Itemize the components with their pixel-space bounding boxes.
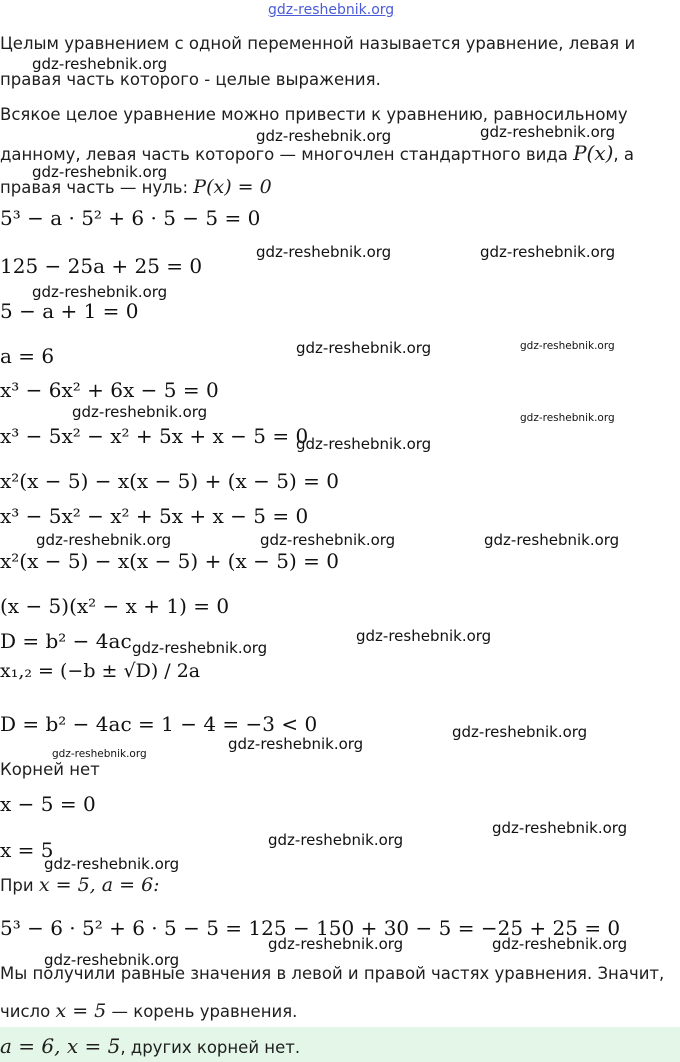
watermark: gdz-reshebnik.org [32, 163, 168, 181]
watermark: gdz-reshebnik.org [256, 127, 392, 145]
conclusion-text-b: — корень уравнения. [111, 1002, 298, 1021]
watermark: gdz-reshebnik.org [260, 531, 396, 549]
answer-values: a = 6, x = 5 [0, 1034, 121, 1058]
watermark: gdz-reshebnik.org [256, 243, 392, 261]
watermark: gdz-reshebnik.org [132, 639, 268, 657]
conclusion-text-a: число [0, 1002, 51, 1021]
step-16: x = 5 [0, 838, 54, 862]
no-roots-text: Корней нет [0, 760, 100, 779]
watermark: gdz-reshebnik.org [452, 723, 588, 741]
step-7: x²(x − 5) − x(x − 5) + (x − 5) = 0 [0, 469, 339, 493]
watermark: gdz-reshebnik.org [480, 243, 616, 261]
watermark: gdz-reshebnik.org [32, 55, 168, 73]
watermark: gdz-reshebnik.org [356, 627, 492, 645]
definition-line-2: правая часть которого - целые выражения. [0, 70, 381, 89]
watermark: gdz-reshebnik.org [296, 435, 432, 453]
definition-line-5-text: правая часть — нуль: [0, 178, 189, 197]
conclusion-line-1: Мы получили равные значения в левой и правой частях уравнения. Значит, [0, 964, 665, 983]
check-values: x = 5, a = 6: [38, 874, 160, 896]
definition-line-4 [0, 141, 634, 165]
watermark: gdz-reshebnik.org [32, 283, 168, 301]
definition-line-3: Всякое целое уравнение можно привести к уравнению, равносильному [0, 105, 628, 124]
polynomial-notation: P(x) [573, 141, 614, 165]
step-6: x³ − 5x² − x² + 5x + x − 5 = 0 [0, 424, 309, 448]
check-computation: 5³ − 6 · 5² + 6 · 5 − 5 = 125 − 150 + 30 − 5 = −25 + 25 = 0 [0, 916, 621, 940]
definition-line-4-end: , а [613, 145, 635, 164]
conclusion-root: x = 5 [55, 1000, 107, 1022]
step-9: x²(x − 5) − x(x − 5) + (x − 5) = 0 [0, 549, 339, 573]
watermark: gdz-reshebnik.org [296, 339, 432, 357]
step-2: 125 − 25a + 25 = 0 [0, 254, 203, 278]
watermark: gdz-reshebnik.org [492, 819, 628, 837]
watermark: gdz-reshebnik.org [228, 735, 364, 753]
watermark: gdz-reshebnik.org [72, 403, 208, 421]
step-1: 5³ − a · 5² + 6 · 5 − 5 = 0 [0, 206, 261, 230]
answer-text: , других корней нет. [120, 1038, 301, 1057]
check-heading [0, 874, 160, 896]
check-heading-text: При [0, 876, 34, 895]
watermark: gdz-reshebnik.org [484, 531, 620, 549]
definition-line-1: Целым уравнением с одной переменной называется уравнение, левая и [0, 34, 636, 53]
answer-box [0, 1027, 680, 1062]
step-10: (x − 5)(x² − x + 1) = 0 [0, 594, 230, 618]
watermark-top[interactable]: gdz-reshebnik.org [268, 2, 395, 18]
conclusion-line-2 [0, 1000, 297, 1022]
step-5: x³ − 6x² + 6x − 5 = 0 [0, 378, 219, 402]
watermark: gdz-reshebnik.org [44, 855, 180, 873]
polynomial-equation: P(x) = 0 [193, 176, 272, 198]
watermark: gdz-reshebnik.org [520, 340, 615, 352]
watermark: gdz-reshebnik.org [44, 951, 180, 969]
step-12: x₁,₂ = (−b ± √D) / 2a [0, 660, 201, 682]
watermark: gdz-reshebnik.org [268, 831, 404, 849]
watermark: gdz-reshebnik.org [36, 531, 172, 549]
definition-line-4-text: данному, левая часть которого — многочлен стандартного вида [0, 145, 568, 164]
step-11: D = b² − 4ac [0, 629, 132, 653]
watermark: gdz-reshebnik.org [492, 935, 628, 953]
step-13: D = b² − 4ac = 1 − 4 = −3 < 0 [0, 712, 318, 736]
watermark: gdz-reshebnik.org [52, 748, 147, 760]
watermark: gdz-reshebnik.org [480, 123, 616, 141]
step-4: a = 6 [0, 344, 55, 368]
step-3: 5 − a + 1 = 0 [0, 299, 139, 323]
step-8: x³ − 5x² − x² + 5x + x − 5 = 0 [0, 504, 309, 528]
definition-line-5 [0, 176, 272, 198]
watermark: gdz-reshebnik.org [268, 935, 404, 953]
step-15: x − 5 = 0 [0, 792, 96, 816]
answer-line [0, 1034, 300, 1058]
watermark: gdz-reshebnik.org [520, 412, 615, 424]
